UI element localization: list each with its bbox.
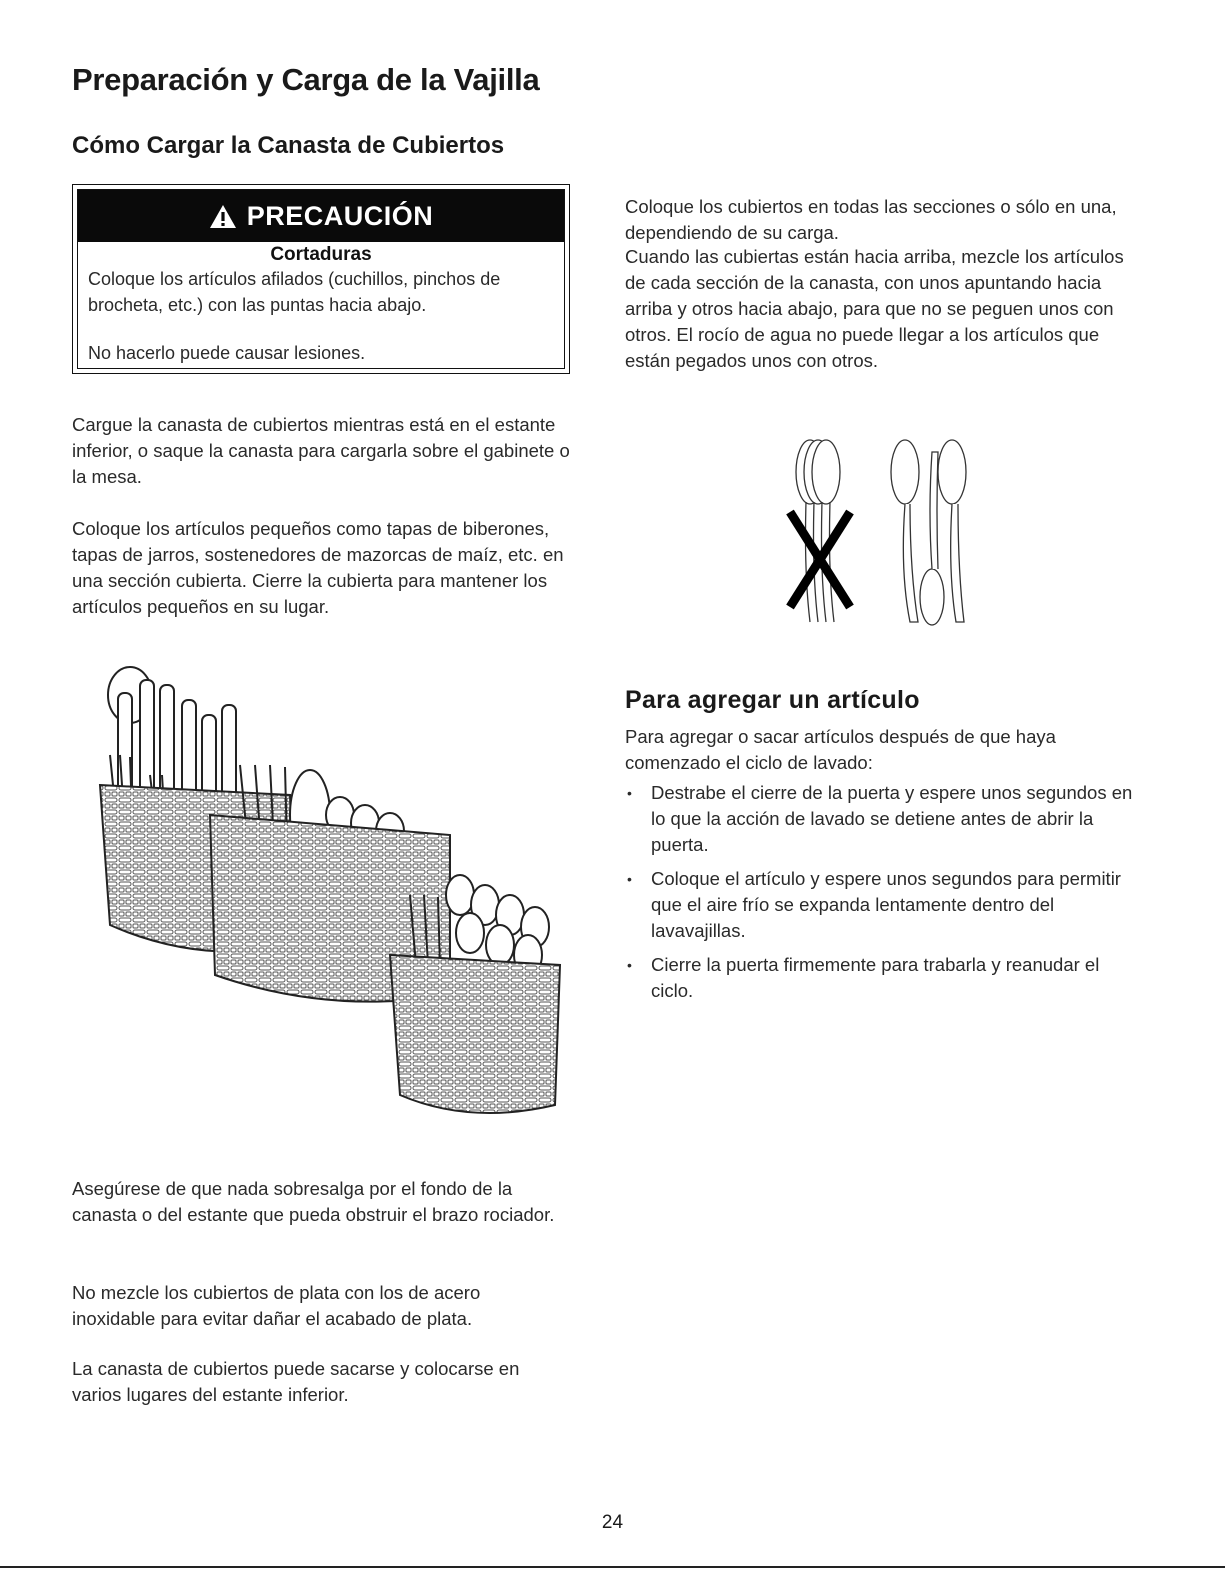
list-item: • Cierre la puerta firmemente para trabarla y reanudar el ciclo. <box>625 952 1145 1004</box>
paragraph-silver-steel: No mezcle los cubiertos de plata con los de acero inoxidable para evitar dañar el acabado de plata. <box>72 1282 481 1329</box>
spoons-nesting-illustration <box>770 432 1000 632</box>
caution-header <box>78 190 564 242</box>
page-title: Preparación y Carga de la Vajilla <box>72 62 540 97</box>
paragraph-load-basket: Cargue la canasta de cubiertos mientras está en el estante inferior, o saque la canasta para cargarla sobre el gabinete o la mesa. <box>72 414 570 487</box>
caution-text-1: Coloque los artículos afilados (cuchillos, pinchos de brocheta, etc.) con las puntas hacia abajo. <box>88 269 501 315</box>
page-number: 24 <box>601 1512 624 1533</box>
paragraph-small-items: Coloque los artículos pequeños como tapas de biberones, tapas de jarros, sostenedores de mazorcas de maíz, etc. en una sección cubierta. Cierre la cubierta para mantener los artículos pequeños en su lugar. <box>72 518 564 617</box>
caution-text-2: No hacerlo puede causar lesiones. <box>88 343 366 363</box>
add-item-heading: Para agregar un artículo <box>625 686 920 714</box>
list-item: • Coloque el artículo y espere unos segundos para permitir que el aire frío se expanda lentamente dentro del lavavajillas. <box>625 866 1145 944</box>
silverware-basket-illustration <box>90 665 570 1125</box>
wrong-x-icon <box>790 512 850 607</box>
add-item-intro: Para agregar o sacar artículos después de que haya comenzado el ciclo de lavado: <box>625 726 1056 773</box>
list-item: • Destrabe el cierre de la puerta y espere unos segundos en lo que la acción de lavado se detiene antes de abrir la puerta. <box>625 780 1145 858</box>
section-title: Cómo Cargar la Canasta de Cubiertos <box>72 132 505 159</box>
add-item-steps <box>625 780 1145 1012</box>
caution-label: PRECAUCIÓN <box>246 200 434 231</box>
warning-triangle-icon <box>209 204 237 229</box>
paragraph-basket-removable: La canasta de cubiertos puede sacarse y colocarse en varios lugares del estante inferior. <box>72 1358 520 1405</box>
paragraph-nothing-protrudes: Asegúrese de que nada sobresalga por el fondo de la canasta o del estante que pueda obstruir el brazo rociador. <box>72 1178 555 1225</box>
paragraph-mix-items: Cuando las cubiertas están hacia arriba, mezcle los artículos de cada sección de la canasta, con unos apuntando hacia arriba y otros hacia abajo, para que no se peguen unos con otros. El rocío de agua no puede llegar a los artículos que están pegados unos con otros. <box>625 246 1124 371</box>
caution-subtitle: Cortaduras <box>270 244 372 265</box>
paragraph-all-sections: Coloque los cubiertos en todas las secciones o sólo en una, dependiendo de su carga. <box>625 196 1117 243</box>
bottom-rule <box>0 1566 1225 1568</box>
